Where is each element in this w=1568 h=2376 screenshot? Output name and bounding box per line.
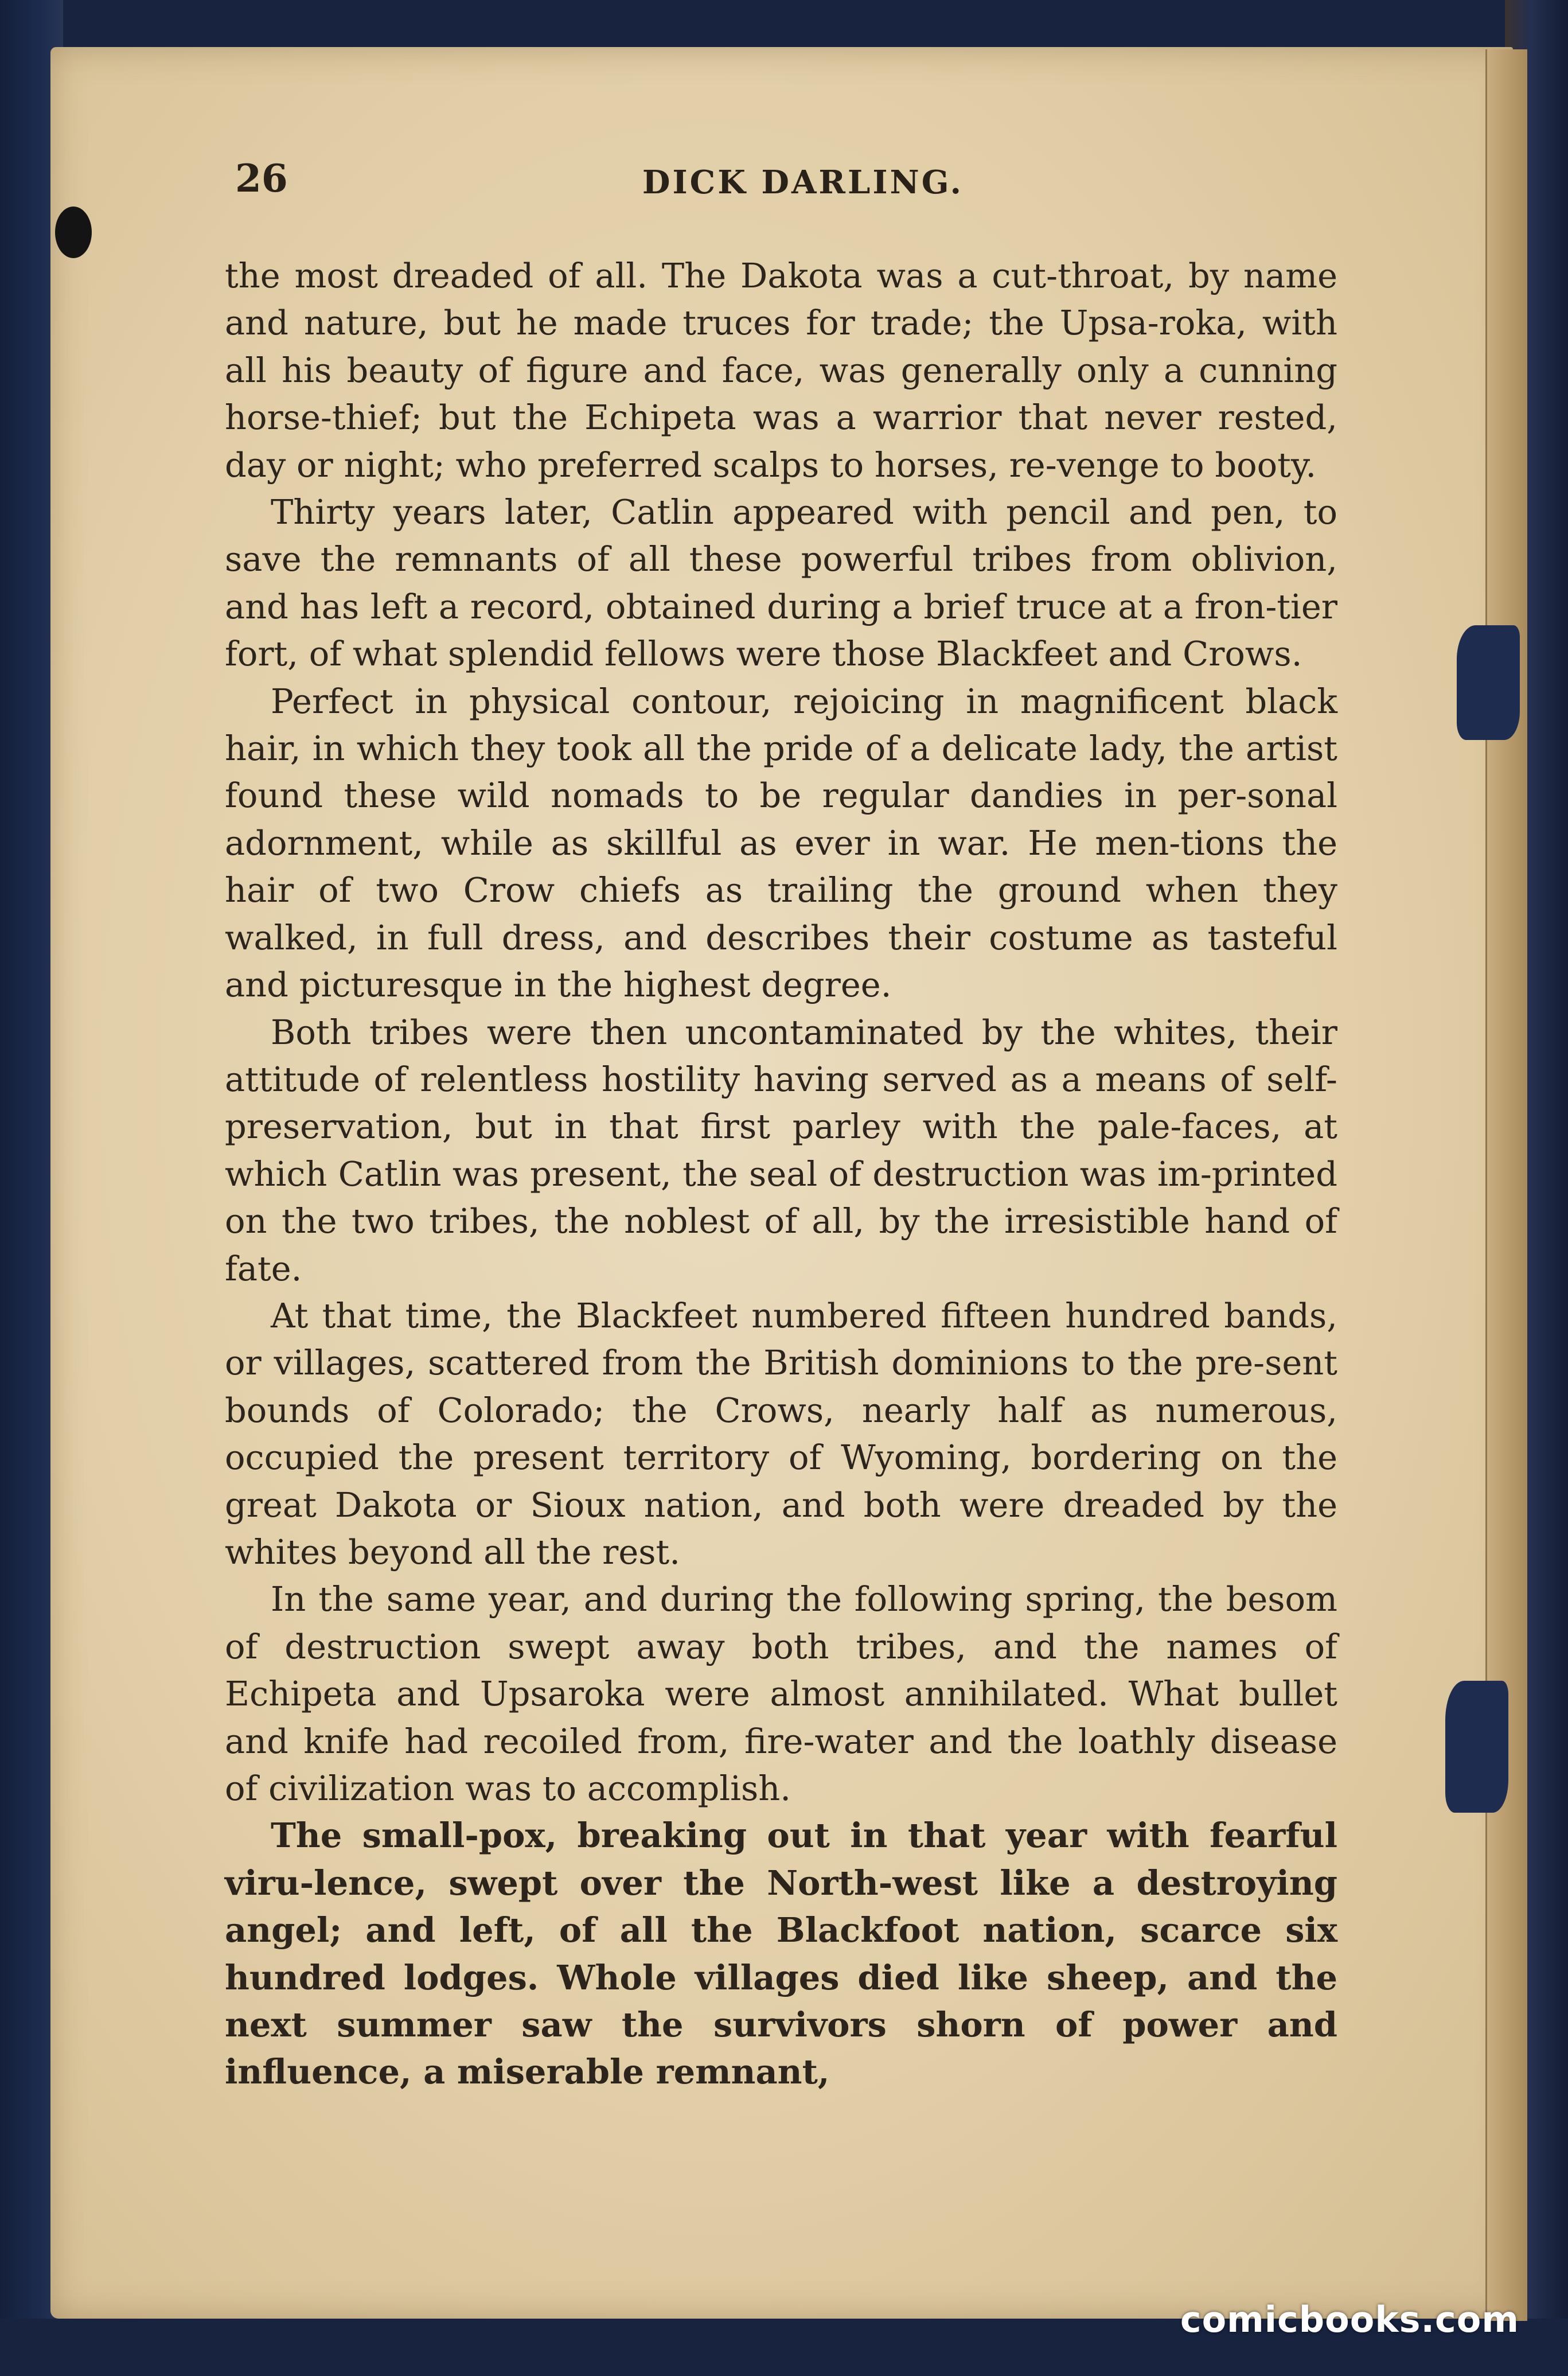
page-body <box>225 252 1337 2096</box>
paragraph: Both tribes were then uncontaminated by the whites, their attitude of relentless hostility having served as a means of self-preservation, but in that first parley with the pale-faces, at which Catlin was present, the seal of destruction was im-printed on the two tribes, the noblest of all, by the irresistible hand of fate. <box>225 1012 1337 1288</box>
page-tear-lower <box>1445 1681 1508 1813</box>
paragraph: Thirty years later, Catlin appeared with pencil and pen, to save the remnants of all these powerful tribes from oblivion, and has left a record, obtained during a brief truce at a fron-tier fort, of what splendid fellows were those Blackfeet and Crows. <box>225 492 1337 674</box>
watermark: comicbooks.com <box>1180 2299 1519 2340</box>
paragraph: the most dreaded of all. The Dakota was a cut-throat, by name and nature, but he made truces for trade; the Upsa-roka, with all his beauty of figure and face, was generally only a cunning horse-thief; but the Echipeta was a warrior that never rested, day or night; who preferred scalps to horses, re-venge to booty. <box>225 256 1337 485</box>
page-number: 26 <box>235 156 288 201</box>
page-tear-upper <box>1457 625 1520 740</box>
paragraph: Perfect in physical contour, rejoicing in magnificent black hair, in which they took all the pride of a delicate lady, the artist found these wild nomads to be regular dandies in per-sonal adornment, while as skillful as ever in war. He men-tions the hair of two Crow chiefs as trailing the ground when they walked, in full dress, and describes their costume as tasteful and picturesque in the highest degree. <box>225 681 1337 1005</box>
paragraph: In the same year, and during the following spring, the besom of destruction swept away both tribes, and the names of Echipeta and Upsaroka were almost annihilated. What bullet and knife had recoiled from, fire-water and the loathly disease of civilization was to accomplish. <box>225 1579 1337 1808</box>
paragraph: The small-pox, breaking out in that year with fearful viru-lence, swept over the North-west like a destroying angel; and left, of all the Blackfoot nation, scarce six hundred lodges. Whole villages died like sheep, and the next summer saw the survivors shorn of power and influence, a miserable remnant, <box>225 1816 1337 2092</box>
paragraph: At that time, the Blackfeet numbered fifteen hundred bands, or villages, scattered from the British dominions to the pre-sent bounds of Colorado; the Crows, nearly half as numerous, occupied the present territory of Wyoming, bordering on the great Dakota or Sioux nation, and both were dreaded by the whites beyond all the rest. <box>225 1295 1337 1572</box>
running-title: DICK DARLING. <box>642 163 964 201</box>
background-top <box>0 0 1568 52</box>
page-edge <box>1485 49 1527 2321</box>
binding-hole <box>55 207 92 258</box>
